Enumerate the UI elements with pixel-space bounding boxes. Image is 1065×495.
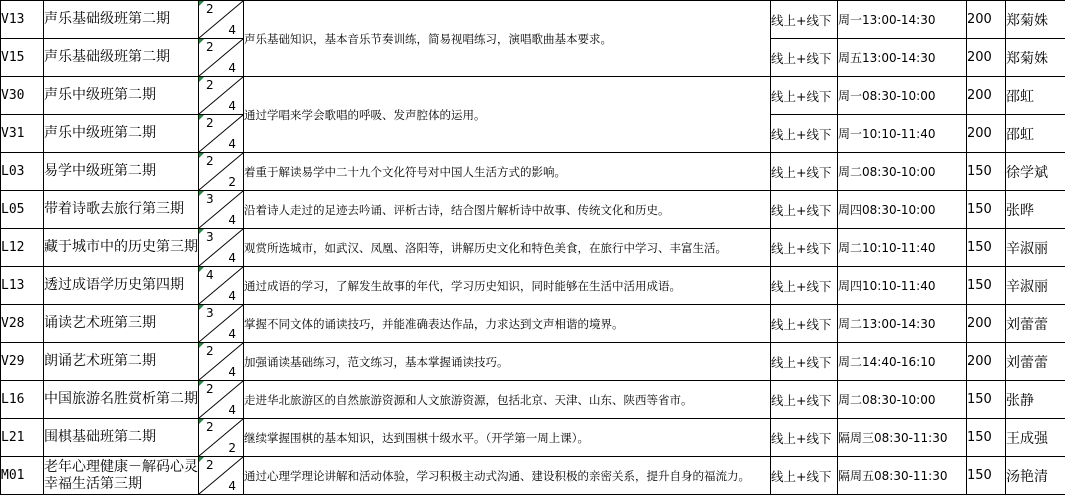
teacher-cell[interactable]: 郑菊姝 [1006, 39, 1065, 77]
ratio-top-number: 3 [206, 230, 214, 244]
ratio-bottom-number: 4 [228, 289, 236, 303]
course-code-cell[interactable]: V13 [1, 1, 44, 39]
course-description-cell[interactable]: 掌握不同文体的诵读技巧，并能准确表达作品，力求达到文声相谐的境界。 [244, 305, 771, 343]
table-row [1, 457, 1065, 495]
ratio-bottom-number: 4 [228, 23, 236, 37]
teaching-mode-cell[interactable]: 线上+线下 [771, 1, 838, 39]
table-row [1, 77, 1065, 115]
comment-marker-icon [199, 229, 204, 234]
teaching-mode-cell[interactable]: 线上+线下 [771, 267, 838, 305]
course-description-cell[interactable]: 走进华北旅游区的自然旅游资源和人文旅游资源，包括北京、天津、山东、陕西等省市。 [244, 381, 771, 419]
teacher-cell[interactable]: 辛淑丽 [1006, 229, 1065, 267]
table-row [1, 381, 1065, 419]
ratio-cell[interactable] [199, 153, 244, 191]
table-row [1, 229, 1065, 267]
ratio-top-number: 2 [206, 116, 214, 130]
fee-cell[interactable]: 150 [967, 153, 1006, 191]
teacher-cell[interactable]: 辛淑丽 [1006, 267, 1065, 305]
table-row [1, 191, 1065, 229]
class-time-cell[interactable]: 隔周三08:30-11:30 [838, 419, 967, 457]
course-code-cell[interactable]: L21 [1, 419, 44, 457]
fee-cell[interactable]: 200 [967, 115, 1006, 153]
ratio-top-number: 2 [206, 458, 214, 472]
ratio-cell[interactable] [199, 419, 244, 457]
ratio-bottom-number: 2 [228, 175, 236, 189]
course-description-cell[interactable]: 沿着诗人走过的足迹去吟诵、评析古诗，结合图片解析诗中故事、传统文化和历史。 [244, 191, 771, 229]
table-body [1, 1, 1065, 495]
ratio-cell[interactable] [199, 229, 244, 267]
ratio-bottom-number: 2 [228, 441, 236, 455]
fee-cell[interactable]: 200 [967, 39, 1006, 77]
teaching-mode-cell[interactable]: 线上+线下 [771, 115, 838, 153]
course-name-cell[interactable]: 朗诵艺术班第二期 [44, 343, 199, 381]
ratio-bottom-number: 4 [228, 213, 236, 227]
ratio-cell[interactable] [199, 381, 244, 419]
ratio-bottom-number: 4 [228, 137, 236, 151]
class-time-cell[interactable]: 周一10:10-11:40 [838, 115, 967, 153]
course-name-cell[interactable]: 诵读艺术班第三期 [44, 305, 199, 343]
ratio-bottom-number: 4 [228, 479, 236, 493]
fee-cell[interactable]: 200 [967, 77, 1006, 115]
teaching-mode-cell[interactable]: 线上+线下 [771, 229, 838, 267]
ratio-cell[interactable] [199, 115, 244, 153]
table-row [1, 305, 1065, 343]
course-name-cell[interactable]: 带着诗歌去旅行第三期 [44, 191, 199, 229]
ratio-top-number: 4 [206, 268, 214, 282]
class-time-cell[interactable]: 周四10:10-11:40 [838, 267, 967, 305]
teacher-cell[interactable]: 刘蕾蕾 [1006, 343, 1065, 381]
course-name-cell[interactable]: 透过成语学历史第四期 [44, 267, 199, 305]
comment-marker-icon [199, 1, 204, 6]
course-description-cell[interactable]: 着重于解读易学中二十九个文化符号对中国人生活方式的影响。 [244, 153, 771, 191]
fee-cell[interactable]: 150 [967, 229, 1006, 267]
teaching-mode-cell[interactable]: 线上+线下 [771, 39, 838, 77]
course-code-cell[interactable]: V15 [1, 39, 44, 77]
class-time-cell[interactable]: 周五13:00-14:30 [838, 39, 967, 77]
class-time-cell[interactable]: 周一08:30-10:00 [838, 77, 967, 115]
teaching-mode-cell[interactable]: 线上+线下 [771, 305, 838, 343]
teacher-cell[interactable]: 邵虹 [1006, 77, 1065, 115]
course-description-cell[interactable]: 加强诵读基础练习，范文练习，基本掌握诵读技巧。 [244, 343, 771, 381]
ratio-bottom-number: 4 [228, 365, 236, 379]
course-description-cell[interactable]: 声乐基础知识，基本音乐节奏训练，简易视唱练习，演唱歌曲基本要求。 [244, 1, 771, 77]
course-name-cell[interactable]: 声乐中级班第二期 [44, 115, 199, 153]
course-code-cell[interactable]: V30 [1, 77, 44, 115]
ratio-top-number: 2 [206, 78, 214, 92]
comment-marker-icon [199, 115, 204, 120]
class-time-cell[interactable]: 周二10:10-11:40 [838, 229, 967, 267]
class-time-cell[interactable]: 周一13:00-14:30 [838, 1, 967, 39]
course-name-cell[interactable]: 围棋基础班第二期 [44, 419, 199, 457]
teacher-cell[interactable]: 徐学斌 [1006, 153, 1065, 191]
table-row [1, 1, 1065, 39]
comment-marker-icon [199, 305, 204, 310]
course-description-cell[interactable]: 通过学唱来学会歌唱的呼吸、发声腔体的运用。 [244, 77, 771, 153]
comment-marker-icon [199, 77, 204, 82]
table-row [1, 267, 1065, 305]
ratio-top-number: 2 [206, 344, 214, 358]
course-name-cell[interactable]: 易学中级班第二期 [44, 153, 199, 191]
teaching-mode-cell[interactable]: 线上+线下 [771, 77, 838, 115]
course-name-cell[interactable]: 藏于城市中的历史第三期 [44, 229, 199, 267]
course-code-cell[interactable]: L05 [1, 191, 44, 229]
table-row [1, 343, 1065, 381]
ratio-cell[interactable] [199, 267, 244, 305]
ratio-top-number: 2 [206, 40, 214, 54]
teacher-cell[interactable]: 刘蕾蕾 [1006, 305, 1065, 343]
ratio-top-number: 2 [206, 2, 214, 16]
teaching-mode-cell[interactable]: 线上+线下 [771, 153, 838, 191]
ratio-top-number: 2 [206, 154, 214, 168]
course-code-cell[interactable]: L16 [1, 381, 44, 419]
class-time-cell[interactable]: 隔周五08:30-11:30 [838, 457, 967, 495]
ratio-top-number: 3 [206, 306, 214, 320]
class-time-cell[interactable]: 周二13:00-14:30 [838, 305, 967, 343]
class-time-cell[interactable]: 周四08:30-10:00 [838, 191, 967, 229]
teacher-cell[interactable]: 张晔 [1006, 191, 1065, 229]
ratio-cell[interactable] [199, 39, 244, 77]
comment-marker-icon [199, 191, 204, 196]
teacher-cell[interactable]: 王成强 [1006, 419, 1065, 457]
course-description-cell[interactable]: 通过成语的学习，了解发生故事的年代，学习历史知识，同时能够在生活中活用成语。 [244, 267, 771, 305]
comment-marker-icon [199, 39, 204, 44]
course-name-cell[interactable]: 声乐基础级班第二期 [44, 1, 199, 39]
course-name-cell[interactable]: 声乐中级班第二期 [44, 77, 199, 115]
fee-cell[interactable]: 150 [967, 191, 1006, 229]
comment-marker-icon [199, 267, 204, 272]
fee-cell[interactable]: 150 [967, 381, 1006, 419]
teacher-cell[interactable]: 邵虹 [1006, 115, 1065, 153]
table-row [1, 419, 1065, 457]
table-row [1, 153, 1065, 191]
teaching-mode-cell[interactable]: 线上+线下 [771, 419, 838, 457]
fee-cell[interactable]: 150 [967, 419, 1006, 457]
comment-marker-icon [199, 419, 204, 424]
course-description-cell[interactable]: 观赏所选城市，如武汉、凤凰、洛阳等，讲解历史文化和特色美食，在旅行中学习、丰富生活。 [244, 229, 771, 267]
teaching-mode-cell[interactable]: 线上+线下 [771, 191, 838, 229]
ratio-cell[interactable] [199, 305, 244, 343]
ratio-cell[interactable] [199, 191, 244, 229]
ratio-cell[interactable] [199, 343, 244, 381]
ratio-bottom-number: 4 [228, 403, 236, 417]
course-name-cell[interactable]: 老年心理健康－解码心灵幸福生活第三期 [44, 457, 199, 495]
fee-cell[interactable]: 150 [967, 267, 1006, 305]
ratio-cell[interactable] [199, 457, 244, 495]
course-name-cell[interactable]: 声乐基础级班第二期 [44, 39, 199, 77]
fee-cell[interactable]: 200 [967, 1, 1006, 39]
course-code-cell[interactable]: V29 [1, 343, 44, 381]
course-code-cell[interactable]: L13 [1, 267, 44, 305]
class-time-cell[interactable]: 周二08:30-10:00 [838, 381, 967, 419]
comment-marker-icon [199, 343, 204, 348]
ratio-bottom-number: 4 [228, 61, 236, 75]
teacher-cell[interactable]: 郑菊姝 [1006, 1, 1065, 39]
course-code-cell[interactable]: M01 [1, 457, 44, 495]
class-time-cell[interactable]: 周二14:40-16:10 [838, 343, 967, 381]
course-description-cell[interactable]: 通过心理学理论讲解和活动体验，学习积极主动式沟通、建设积极的亲密关系，提升自身的福流力。 [244, 457, 771, 495]
course-name-cell[interactable]: 中国旅游名胜赏析第二期 [44, 381, 199, 419]
teaching-mode-cell[interactable]: 线上+线下 [771, 457, 838, 495]
ratio-top-number: 2 [206, 420, 214, 434]
ratio-bottom-number: 4 [228, 251, 236, 265]
comment-marker-icon [199, 381, 204, 386]
ratio-cell[interactable] [199, 1, 244, 39]
fee-cell[interactable]: 200 [967, 305, 1006, 343]
ratio-top-number: 2 [206, 382, 214, 396]
teaching-mode-cell[interactable]: 线上+线下 [771, 381, 838, 419]
course-code-cell[interactable]: L03 [1, 153, 44, 191]
comment-marker-icon [199, 153, 204, 158]
teacher-cell[interactable]: 张静 [1006, 381, 1065, 419]
comment-marker-icon [199, 457, 204, 462]
ratio-bottom-number: 4 [228, 99, 236, 113]
ratio-top-number: 3 [206, 192, 214, 206]
course-description-cell[interactable]: 继续掌握围棋的基本知识，达到围棋十级水平。（开学第一周上课）。 [244, 419, 771, 457]
course-code-cell[interactable]: V31 [1, 115, 44, 153]
course-code-cell[interactable]: L12 [1, 229, 44, 267]
fee-cell[interactable]: 200 [967, 343, 1006, 381]
course-code-cell[interactable]: V28 [1, 305, 44, 343]
teacher-cell[interactable]: 汤艳清 [1006, 457, 1065, 495]
ratio-bottom-number: 4 [228, 327, 236, 341]
class-time-cell[interactable]: 周二08:30-10:00 [838, 153, 967, 191]
teaching-mode-cell[interactable]: 线上+线下 [771, 343, 838, 381]
fee-cell[interactable]: 150 [967, 457, 1006, 495]
ratio-cell[interactable] [199, 77, 244, 115]
